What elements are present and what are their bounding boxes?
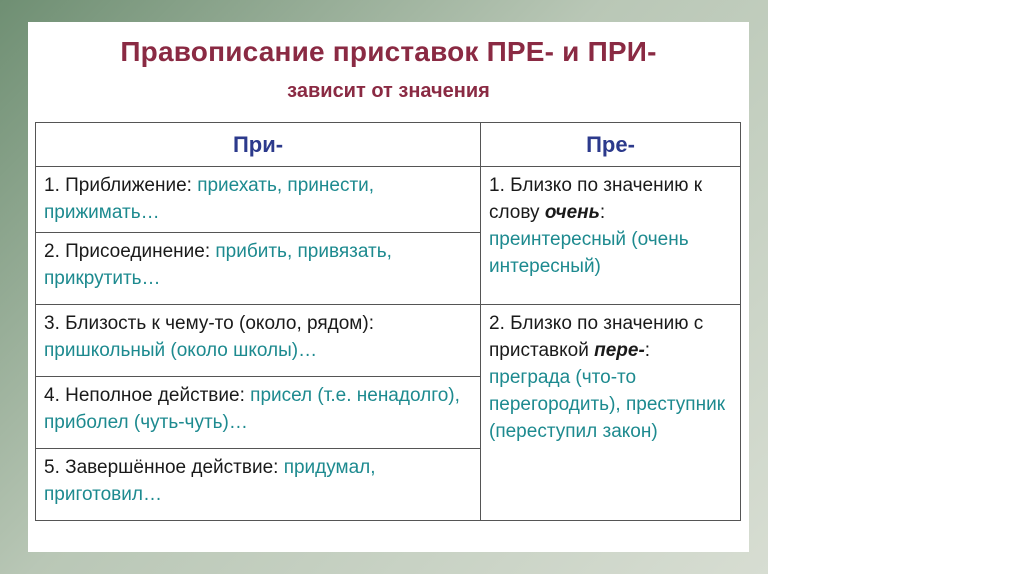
- pri-rule-1: [36, 167, 481, 233]
- table-row: [36, 167, 741, 233]
- rule-examples: придумал, приготовил…: [44, 457, 376, 505]
- rule-label: 5. Завершённое действие:: [44, 457, 279, 478]
- rule-label: 1. Приближение:: [44, 175, 192, 196]
- pri-rule-5: [36, 449, 481, 521]
- rule-examples: пришкольный (около школы)…: [44, 340, 318, 361]
- rule-emphasis: очень: [544, 202, 600, 223]
- rule-label: 2. Близко по значению с приставкой: [489, 313, 704, 361]
- pre-rule-2: [481, 305, 741, 521]
- slide-card: [28, 22, 749, 552]
- header-pre: Пре-: [481, 123, 741, 167]
- table-row: [36, 305, 741, 377]
- rule-label: 2. Присоединение:: [44, 241, 211, 262]
- rule-label: 1. Близко по значению к слову: [489, 175, 703, 223]
- rule-examples: приехать, принести, прижимать…: [44, 175, 375, 223]
- pre-rule-1: [481, 167, 741, 305]
- rule-examples: прибить, привязать, прикрутить…: [44, 241, 392, 289]
- rule-colon: :: [599, 202, 606, 223]
- rule-emphasis: пере-: [594, 340, 645, 361]
- table-header-row: [36, 123, 741, 167]
- header-pri: При-: [36, 123, 481, 167]
- page-subtitle: зависит от значения: [287, 80, 490, 102]
- rule-colon: :: [644, 340, 651, 361]
- pri-rule-4: [36, 377, 481, 449]
- rules-table: [35, 122, 741, 521]
- pri-rule-3: [36, 305, 481, 377]
- page-title: Правописание приставок ПРЕ- и ПРИ-: [120, 36, 657, 67]
- pri-rule-2: [36, 233, 481, 305]
- rule-examples: преграда (что-то перегородить), преступник (переступил закон): [489, 367, 726, 442]
- rule-label: 3. Близость к чему-то (около, рядом):: [44, 313, 374, 334]
- rule-examples: присел (т.е. ненадолго), приболел (чуть-чуть)…: [44, 385, 460, 433]
- rule-examples: преинтересный (очень интересный): [489, 229, 689, 277]
- rule-label: 4. Неполное действие:: [44, 385, 245, 406]
